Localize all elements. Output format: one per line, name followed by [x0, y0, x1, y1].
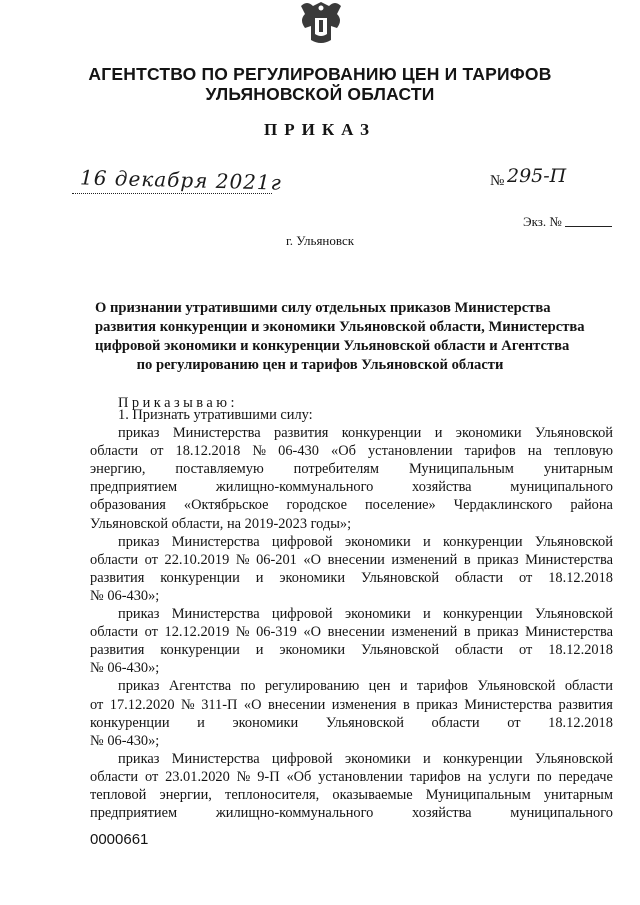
body-line	[90, 460, 613, 478]
body-word: № 06-430»;	[90, 660, 160, 677]
body-word: энергии,	[159, 787, 212, 803]
body-word: по	[240, 678, 256, 695]
body-word: приказ	[416, 696, 458, 713]
body-word: развития	[558, 696, 613, 713]
body-word: «Об	[331, 443, 356, 460]
body-word: конкуренции	[160, 642, 240, 659]
body-word: № 06-430»;	[90, 587, 160, 604]
body-word: поселение»	[364, 497, 436, 514]
body-word: в	[463, 624, 471, 641]
body-word: 06-201	[256, 551, 297, 568]
body-word: 17.12.2020	[109, 696, 175, 713]
body-word: изменений	[391, 624, 458, 641]
body-word: внесении	[267, 696, 326, 713]
body-word: Ульяновской	[534, 533, 613, 550]
body-word: передаче	[558, 768, 613, 785]
body-word: 06-319	[256, 624, 297, 641]
body-line	[90, 696, 613, 714]
body-word: области	[90, 443, 139, 460]
body-line	[90, 623, 613, 641]
body-line	[90, 478, 613, 496]
body-word: Агентства	[168, 678, 232, 695]
body-word: Министерства	[464, 696, 553, 713]
document-type-title: ПРИКАЗ	[264, 120, 376, 139]
body-word: от	[90, 696, 104, 713]
body-word: №	[236, 768, 251, 785]
body-line	[118, 750, 613, 768]
body-line	[118, 533, 613, 551]
body-line	[90, 515, 613, 533]
body-word: конкуренции	[90, 714, 170, 731]
body-word: цен	[368, 678, 391, 695]
date-underline	[72, 193, 272, 194]
body-word: от	[150, 443, 164, 460]
body-word: цифровой	[271, 750, 333, 767]
order-verb: Приказываю:	[118, 395, 239, 411]
body-word: приказ	[118, 606, 160, 622]
body-word: области	[564, 678, 613, 695]
body-word: от	[144, 551, 158, 568]
body-word: 12.12.2019	[164, 624, 230, 641]
body-word: хозяйства	[412, 479, 472, 496]
body-word: цифровой	[271, 606, 333, 622]
body-word: экономики	[344, 606, 411, 622]
body-word: теплоносителя,	[225, 787, 320, 803]
body-word: 18.12.2018	[548, 642, 613, 659]
body-word: области	[431, 714, 480, 731]
body-word: области	[455, 569, 504, 586]
body-word: тарифов	[416, 678, 468, 695]
body-word: 311-П	[201, 696, 238, 713]
body-word: № 06-430»;	[90, 732, 160, 749]
body-word: приказ	[118, 750, 160, 767]
body-word: 23.01.2020	[165, 768, 230, 785]
heading-line: цифровой экономики и конкуренции Ульяновской области и Агентства	[95, 338, 570, 354]
body-word: конкуренции	[341, 425, 422, 441]
body-word: развития	[274, 425, 329, 441]
body-word: приказ	[118, 533, 160, 550]
body-word: услуги	[488, 768, 531, 785]
body-word: тарифов	[464, 443, 516, 460]
body-word: экономики	[232, 714, 299, 731]
body-word: Министерства	[172, 425, 261, 441]
point-1: 1. Признать утратившими силу:	[118, 407, 313, 423]
body-word: «Октябрьское	[183, 497, 269, 514]
body-word: предприятием	[90, 805, 178, 822]
body-word: «О	[303, 624, 322, 641]
body-word: от	[144, 624, 158, 641]
body-word: развития	[90, 569, 145, 586]
body-word: 22.10.2019	[164, 551, 230, 568]
body-word: экономики	[279, 569, 346, 586]
body-word: и	[399, 678, 408, 695]
document-number: 295-П	[507, 165, 567, 187]
body-word: от	[519, 569, 533, 586]
body-line	[118, 424, 613, 442]
body-word: №	[235, 551, 250, 568]
body-word: приказ	[118, 425, 160, 441]
body-word: от	[519, 642, 533, 659]
body-word: изменений	[391, 551, 458, 568]
body-word: тепловую	[553, 443, 613, 460]
body-word: области	[90, 624, 139, 641]
body-word: регулированию	[264, 678, 360, 695]
body-word: Муниципальным	[409, 461, 514, 478]
body-word: установлении	[318, 768, 403, 785]
body-word: хозяйства	[412, 805, 472, 822]
body-word: 06-430	[278, 443, 319, 460]
body-line	[90, 641, 613, 659]
body-word: Ульяновской	[477, 678, 556, 695]
body-line	[90, 442, 613, 460]
body-word: Министерства	[525, 624, 613, 641]
body-word: оказываемые	[332, 787, 413, 803]
body-word: области	[90, 551, 139, 568]
body-word: Ульяновской	[325, 714, 404, 731]
body-word: конкуренции	[160, 569, 240, 586]
body-line	[90, 768, 613, 786]
body-line	[90, 496, 613, 514]
document-heading	[95, 299, 585, 375]
body-line	[90, 587, 613, 605]
body-line	[90, 659, 613, 677]
body-word: муниципального	[510, 805, 613, 822]
copy-number-label: Экз. №	[523, 214, 562, 229]
coat-of-arms-icon	[297, 0, 345, 46]
body-word: и	[197, 714, 205, 731]
body-word: по	[536, 768, 552, 785]
body-word: на	[467, 768, 482, 785]
body-word: и	[434, 425, 443, 441]
body-word: муниципального	[510, 479, 613, 496]
body-line	[90, 732, 613, 750]
body-word: предприятием	[90, 479, 178, 496]
body-word: приказ	[118, 678, 160, 695]
body-line	[90, 569, 613, 587]
body-word: области	[90, 768, 139, 785]
body-word: Ульяновской	[361, 642, 440, 659]
body-word: Муниципальным	[425, 787, 531, 803]
body-word: приказ	[477, 624, 519, 641]
body-word: 18.12.2018	[175, 443, 241, 460]
body-word: района	[570, 497, 613, 514]
body-word: и	[255, 569, 264, 586]
body-word: установлении	[367, 443, 453, 460]
body-word: «О	[303, 551, 322, 568]
body-word: Чердаклинского	[453, 497, 553, 514]
document-date: 16 декабря 2021г	[79, 165, 283, 195]
body-word: Ульяновской	[534, 606, 613, 622]
body-line	[90, 804, 613, 822]
body-word: «О	[243, 696, 262, 713]
body-word: Министерства	[171, 750, 260, 767]
body-word: в	[463, 551, 471, 568]
body-word: и	[423, 750, 431, 767]
body-word: экономики	[344, 533, 411, 550]
body-word: и	[423, 533, 431, 550]
number-label: №	[490, 173, 505, 189]
body-word: цифровой	[271, 533, 333, 550]
body-word: приказ	[477, 551, 519, 568]
body-word: образования	[90, 497, 166, 514]
body-word: 18.12.2018	[548, 569, 613, 586]
body-word: поставляемую	[175, 461, 264, 478]
body-word: изменения	[331, 696, 397, 713]
body-word: «Об	[286, 768, 312, 785]
body-word: 18.12.2018	[548, 714, 613, 731]
body-line	[118, 677, 613, 695]
body-word: жилищно-коммунального	[215, 805, 374, 822]
body-word: потребителям	[293, 461, 380, 478]
body-word: экономики	[344, 750, 411, 767]
body-word: унитарным	[543, 461, 613, 478]
body-word: в	[403, 696, 410, 713]
serial-number: 0000661	[90, 831, 149, 848]
body-word: на	[527, 443, 542, 460]
body-word: городское	[286, 497, 347, 514]
body-word: энергию,	[90, 461, 146, 478]
body-word: №	[235, 624, 250, 641]
body-word: области	[455, 642, 504, 659]
body-word: развития	[90, 642, 145, 659]
body-word: тепловой	[90, 787, 147, 803]
body-word: Ульяновской	[534, 750, 613, 767]
body-word: внесении	[327, 624, 385, 641]
heading-line: О признании утратившими силу отдельных приказов Министерства	[95, 300, 551, 316]
city: г. Ульяновск	[285, 233, 355, 248]
agency-name-line1: АГЕНТСТВО ПО РЕГУЛИРОВАНИЮ ЦЕН И ТАРИФОВ	[88, 64, 552, 84]
body-word: от	[507, 714, 521, 731]
body-word: конкуренции	[443, 533, 523, 550]
body-word: Ульяновской	[534, 425, 613, 441]
body-word: и	[255, 642, 264, 659]
body-line	[90, 714, 613, 732]
body-word: Ульяновской области, на 2019-2023 годы»;	[90, 515, 352, 532]
body-line	[118, 605, 613, 623]
body-word: унитарным	[543, 787, 613, 803]
body-word: экономики	[455, 425, 522, 441]
copy-number-blank	[565, 226, 612, 227]
body-line	[90, 551, 613, 569]
heading-line: развития конкуренции и экономики Ульяновской области, Министерства	[95, 319, 585, 335]
heading-line: по регулированию цен и тарифов Ульяновской области	[136, 357, 504, 373]
agency-name-line2: УЛЬЯНОВСКОЙ ОБЛАСТИ	[205, 84, 435, 104]
body-word: внесении	[327, 551, 385, 568]
body-word: Министерства	[525, 551, 613, 568]
body-word: 9-П	[257, 768, 280, 785]
body-word: экономики	[279, 642, 346, 659]
body-word: Ульяновской	[361, 569, 440, 586]
body-word: №	[181, 696, 195, 713]
body-word: №	[252, 443, 267, 460]
body-word: конкуренции	[443, 750, 523, 767]
body-word: жилищно-коммунального	[215, 479, 374, 496]
body-word: конкуренции	[443, 606, 523, 622]
body-word: Министерства	[171, 533, 260, 550]
body-word: и	[423, 606, 431, 622]
body-word: от	[144, 768, 159, 785]
body-line	[90, 786, 613, 804]
body-word: Министерства	[171, 606, 260, 622]
body-word: тарифов	[409, 768, 461, 785]
